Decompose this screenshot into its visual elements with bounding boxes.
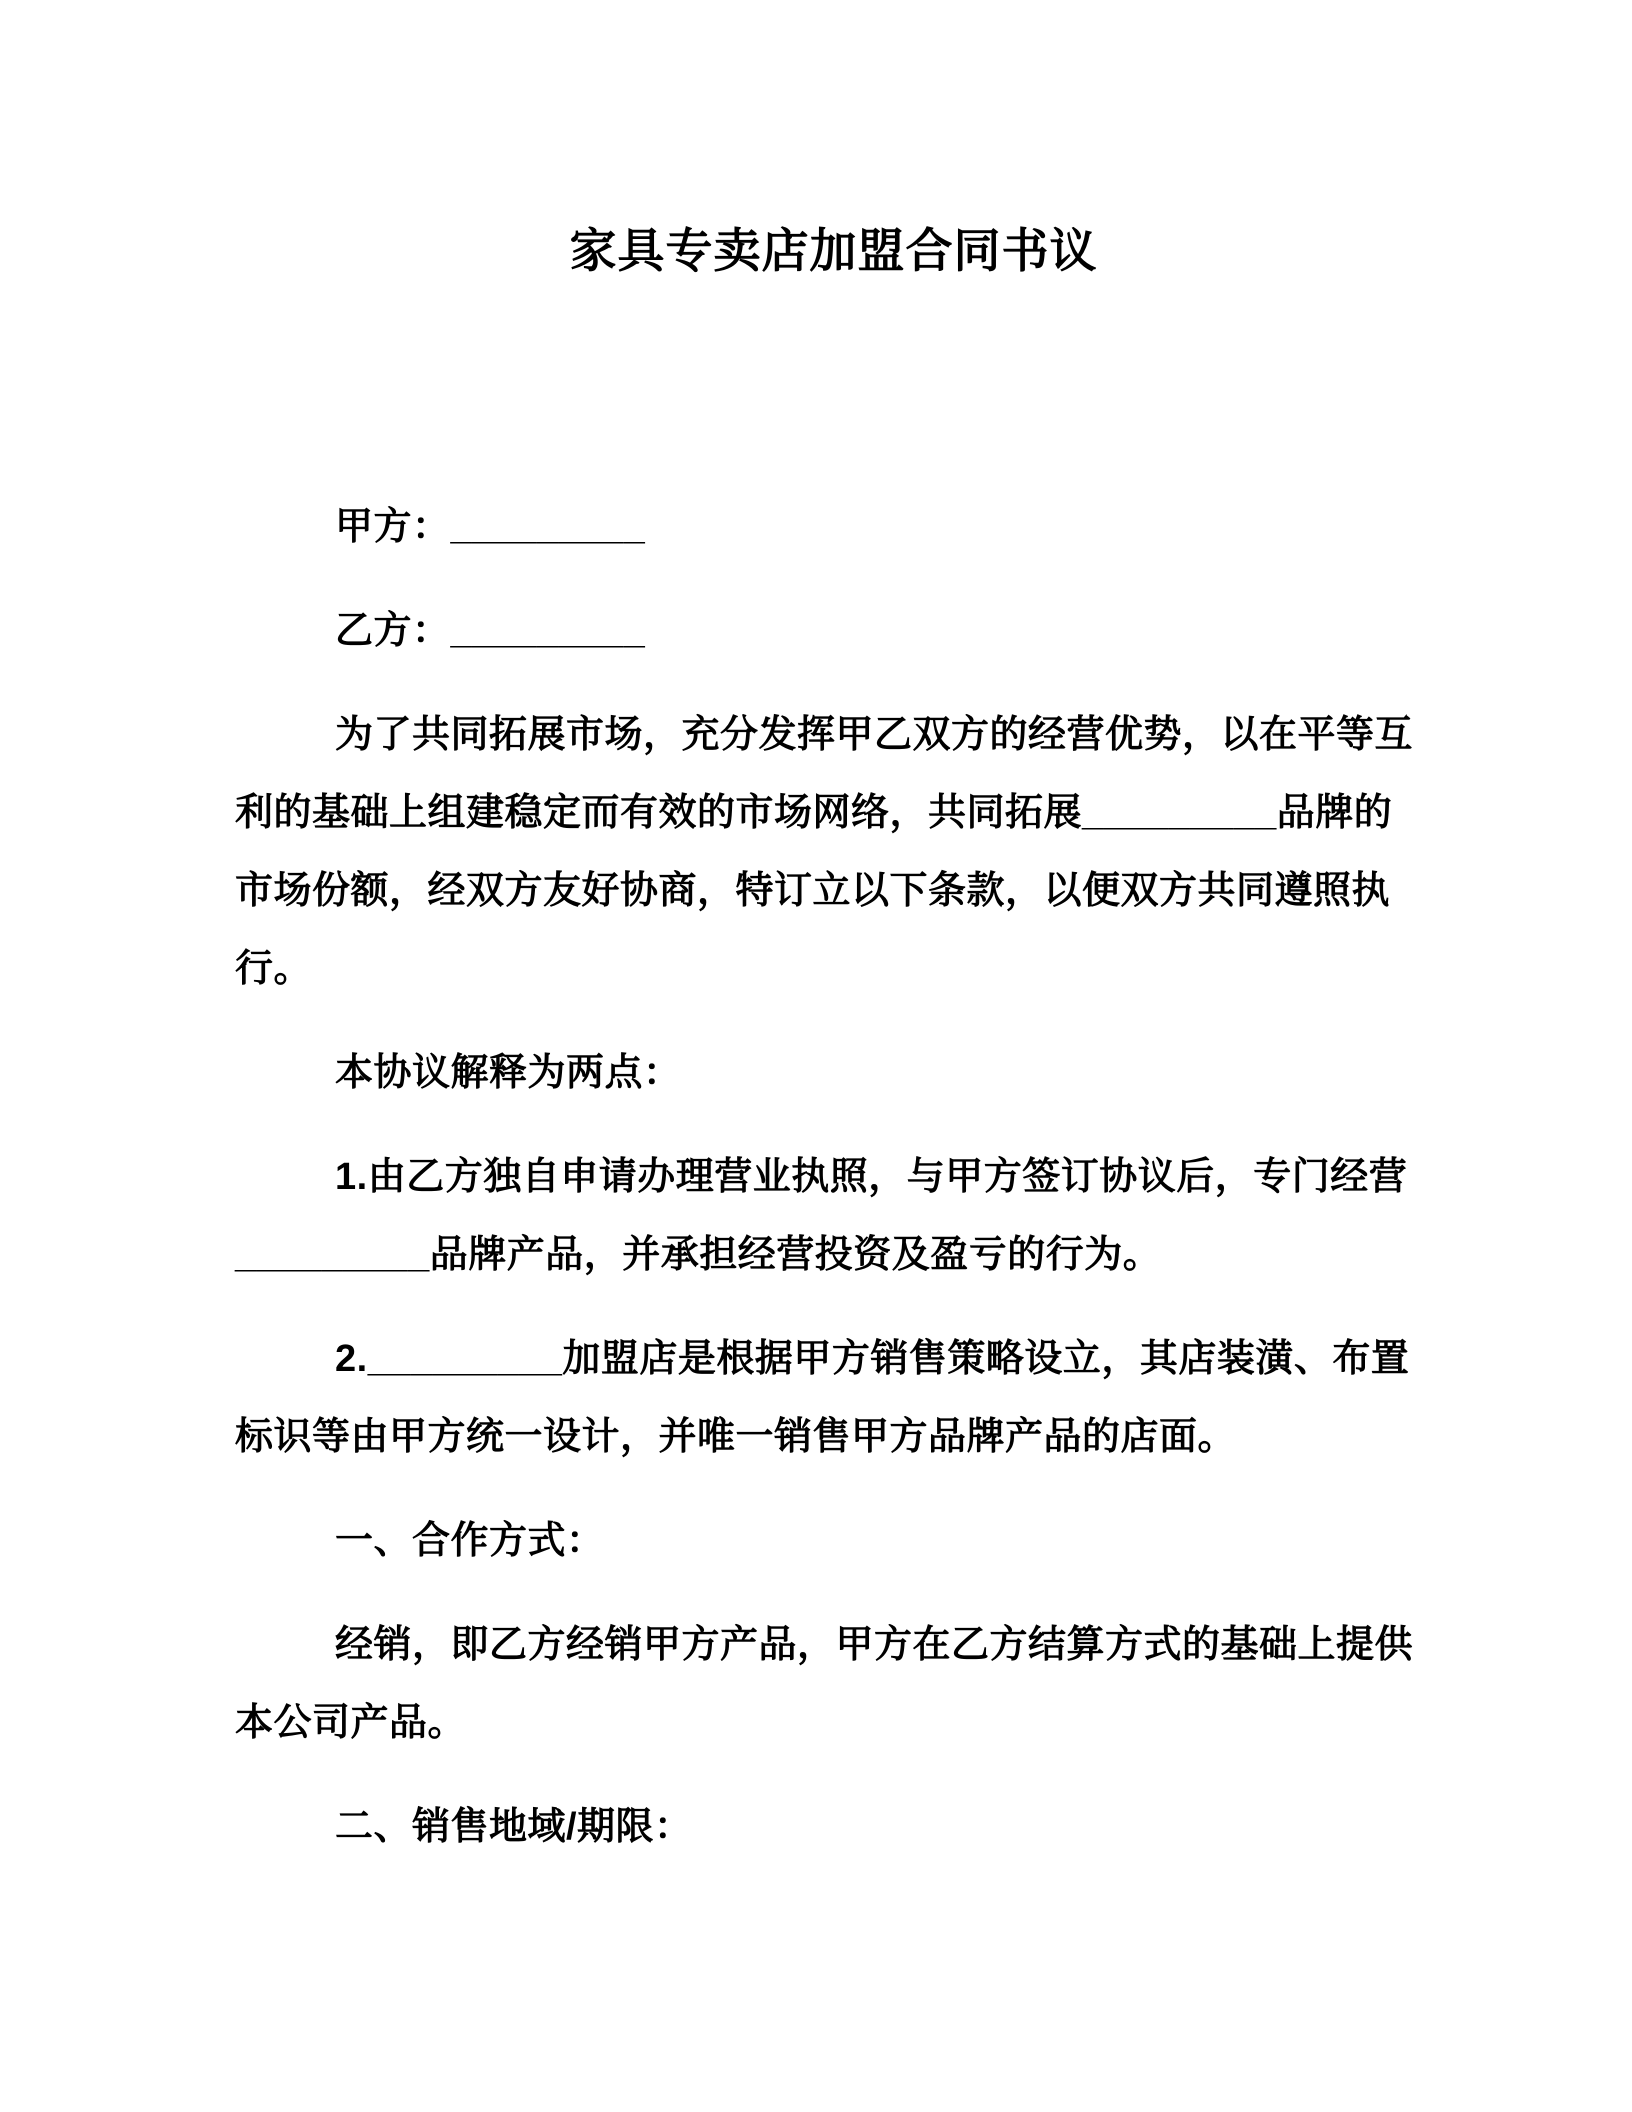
paragraph-section-2-heading	[235, 1788, 1432, 1866]
text-line: 为了共同拓展市场，充分发挥甲乙双方的经营优势，以在平等互	[335, 714, 1414, 756]
paragraph-interpretation-intro	[235, 1034, 1432, 1112]
text-line: 行。	[235, 948, 313, 990]
text-line: 本公司产品。	[235, 1702, 467, 1744]
text-line: 市场份额，经双方友好协商，特订立以下条款，以便双方共同遵照执	[235, 870, 1391, 912]
document-title: 家具专卖店加盟合同书议	[569, 224, 1098, 277]
text-line: 经销，即乙方经销甲方产品，甲方在乙方结算方式的基础上提供	[335, 1624, 1414, 1666]
text-line: 本协议解释为两点：	[335, 1052, 682, 1094]
paragraph-interpretation-point-2	[235, 1320, 1432, 1476]
text-line: 标识等由甲方统一设计，并唯一销售甲方品牌产品的店面。	[235, 1416, 1237, 1458]
paragraph-interpretation-point-1	[235, 1138, 1432, 1294]
text-line: 1.由乙方独自申请办理营业执照，与甲方签订协议后，专门经营	[335, 1156, 1408, 1198]
text-line: 甲方：_________	[335, 506, 646, 548]
text-line: 乙方：_________	[335, 610, 646, 652]
text-line: 2._________加盟店是根据甲方销售策略设立，其店装潢、布置	[335, 1338, 1410, 1380]
text-line: 二、销售地域/期限：	[335, 1806, 693, 1848]
document-body	[235, 488, 1432, 1866]
paragraph-party-a	[235, 488, 1432, 566]
paragraph-section-1-body	[235, 1606, 1432, 1762]
text-line: _________品牌产品，并承担经营投资及盈亏的行为。	[235, 1234, 1162, 1276]
paragraph-party-b	[235, 592, 1432, 670]
text-line: 一、合作方式：	[335, 1520, 605, 1562]
text-line: 利的基础上组建稳定而有效的市场网络，共同拓展_________品牌的	[235, 792, 1393, 834]
paragraph-preamble	[235, 696, 1432, 1008]
paragraph-section-1-heading	[235, 1502, 1432, 1580]
